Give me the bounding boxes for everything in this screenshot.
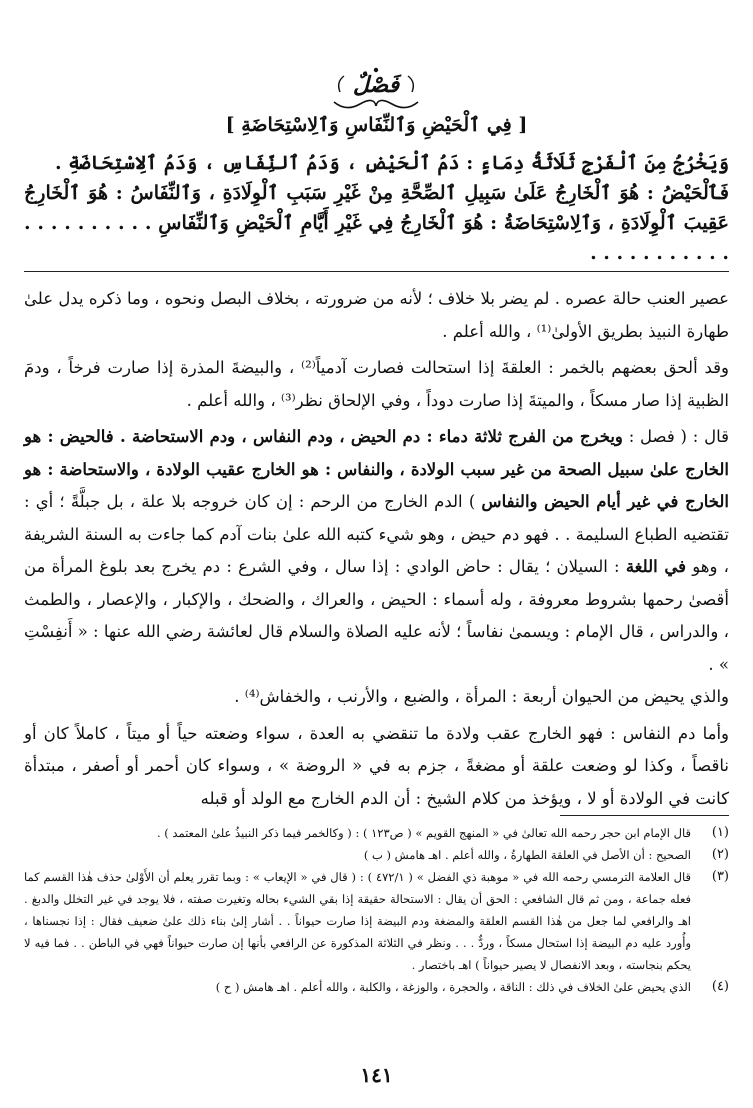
footnote-number: (٣) — [711, 869, 729, 884]
commentary-paragraph: عصير العنب حالة عصره . لم يضر بلا خلاف ؛ لأنه من ضرورته ، بخلاف البصل ونحوه ، وما ذكره يدل علىٰ طهارة النبيذ بطريق الأولىٰ⁽¹⁾ ، والله أعلم . — [24, 289, 729, 341]
commentary-paragraph: وأما دم النفاس : فهو الخارج عقب ولادة ما تنقضي به العدة ، سواء وضعته حياً أو ميتاً ، كاملاً كان أو ناقصاً ، وكذا لو وضعت علقة أو مضغةً ، جزم به في « الروضة » ، وسواء كان أحمر أو أصفر ، مبتدأة كانت في الولادة أو لا ، ويؤخذ من كلام الشيخ : أن الدم الخارج مع الولد أو قبله — [24, 723, 729, 808]
chapter-heading: فَصْلٌ — [352, 72, 400, 98]
term-lugha: في اللغة — [625, 557, 687, 576]
matn-text — [24, 148, 729, 268]
footnote-text: الصحيح : أن الأصل في العلقة الطهارةُ ، والله أعلم . اهـ هامش ( ب ) — [363, 848, 691, 862]
page-number: ١٤١ — [360, 1063, 393, 1087]
commentary-paragraph: والذي يحيض من الحيوان أربعة : المرأة ، والضبع ، والأرنب ، والخفاش⁽⁴⁾ . — [234, 687, 729, 706]
commentary-paragraph — [24, 421, 729, 681]
footnote — [24, 866, 729, 976]
footnote-text: الذي يحيض علىٰ الخلاف في ذلك : الناقة ، والحجرة ، والوزغة ، والكلبة ، والله أعلم . اهـ هامش ( ح ) — [215, 980, 691, 994]
matn-line: وَيَخْرُجُ مِنَ ٱلْفَرْجِ ثَلَاثَةُ دِمَاءٍ : دَمُ ٱلْحَيْضِ ، وَدَمُ ٱلنِّفَاسِ ، وَدَمُ ٱلِاسْتِحَاضَةِ . — [54, 152, 729, 174]
footnote — [24, 822, 729, 844]
footnote — [24, 844, 729, 866]
commentary-span: ) الدم الخارج من الرحم : إن كان خروجه بلا علة ، بل جبلَّةً ؛ أي : تقتضيه الطباع السليمة . . فهو دم حيض ، وهو شيء كتبه الله علىٰ بنات آدم كما جاءت به السنة الشريفة ، وهو — [24, 492, 729, 576]
footnote-number: (٤) — [711, 979, 729, 994]
footnotes — [24, 822, 729, 998]
chapter-heading-ornament — [326, 62, 426, 114]
footnote-number: (١) — [711, 825, 729, 840]
commentary-span: : السيلان ؛ يقال : حاض الوادي : إذا سال ، وفي الشرع : دم يخرج بعد بلوغ المرأة من أقصىٰ رحمها بشروط معروفة ، وله أسماء : الحيض ، والعراك ، والضحك ، والإكبار ، والإعصار ، والطمث ، والدراس ، قال الإمام : ويسمىٰ نفاساً ؛ لأنه عليه الصلاة والسلام قال لعائشة رضي الله عنها : « أَنفِسْتِ » . — [24, 557, 729, 674]
matn-line: فَٱلْحَيْضُ : هُوَ ٱلْخَارِجُ عَلَىٰ سَبِيلِ ٱلصِّحَّةِ مِنْ غَيْرِ سَبَبِ ٱلْوِلَادَةِ ، وَٱلنِّفَاسُ : هُوَ ٱلْخَارِجُ عَقِيبَ ٱلْوِلَادَةِ ، وَٱلِاسْتِحَاضَةُ : هُوَ ٱلْخَارِجُ فِي غَيْرِ أَيَّامِ ٱلْحَيْضِ وَٱلنِّفَاسِ . . . . . . . . . . . . . . . . . . . . . — [24, 182, 729, 264]
quoted-matn: ويخرج من الفرج ثلاثة دماء : دم الحيض ، ودم النفاس ، ودم الاستحاضة . فالحيض : هو الخارج علىٰ سبيل الصحة من غير سبب الولادة ، والنفاس : هو الخارج عقيب الولادة ، والاستحاضة : هو الخارج في غير أيام الحيض والنفاس — [24, 427, 729, 511]
footnote-text: قال العلامة الترمسي رحمه الله في « موهبة ذي الفضل » ( ٤٧٢/١ ) : ( قال في « الإيعاب » : وبما تقرر يعلم أن الأَوْلىٰ حذف هٰذا القسم كما فعله جماعة ، ومن ثم قال الشافعي : الحق أن يقال : الاستحالة حقيقة إذا بقي الشيء بحاله وتغيرت صفته ، فلا يوجد في غير التخلل والدبغ . اهـ والرافعي لما جعل من هٰذا القسم العلقة والمضغة ودم البيضة إذا صارت حيواناً . . أشار إلىٰ بناء ذلك علىٰ ضعيف فقال : إذا نجسناها ، وأُورد عليه دم البيضة إذا استحال مسكاً ، وردٌّ . . . ونظر في الثلاثة المذكورة عن الرافعي بأنها إن صارت حيواناً فهي في الباطن . . فما فيه لا يحكم بنجاسته ، وبعد الانفصال لا يصير حيواناً ) اهـ باختصار . — [24, 870, 691, 972]
commentary-text — [24, 283, 729, 815]
quote-lead: قال : ( فصل : — [622, 427, 729, 446]
matn-divider — [24, 271, 729, 272]
section-subtitle: [ فِي ٱلْحَيْضِ وَٱلنِّفَاسِ وَٱلِاسْتِحَاضَةِ ] — [225, 114, 528, 136]
footnote-divider — [560, 815, 729, 816]
commentary-paragraph: وقد ألحق بعضهم بالخمر : العلقةَ إذا استحالت فصارت آدمياً⁽²⁾ ، والبيضةَ المذرة إذا صارت فرخاً ، ودمَ الظبية إذا صار مسكاً ، والميتةَ إذا صارت دوداً ، وفي الإلحاق نظر⁽³⁾ ، والله أعلم . — [24, 358, 729, 410]
footnote-text: قال الإمام ابن حجر رحمه الله تعالىٰ في « المنهج القويم » ( ص١٢٣ ) : ( وكالخمر فيما ذكر النبيذُ علىٰ المعتمد ) . — [156, 826, 691, 840]
footnote — [24, 976, 729, 998]
footnote-number: (٢) — [711, 847, 729, 862]
